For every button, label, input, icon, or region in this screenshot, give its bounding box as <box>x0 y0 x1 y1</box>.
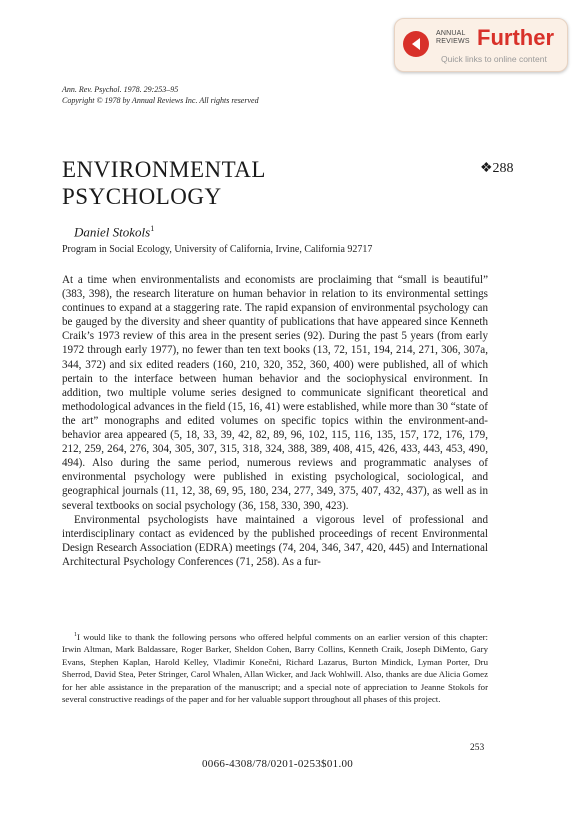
author-line <box>74 224 154 240</box>
page-number: 253 <box>470 743 485 753</box>
author-name: Daniel Stokols <box>74 224 151 240</box>
article-body <box>62 273 488 569</box>
affiliation: Program in Social Ecology, University of California, Irvine, California 92717 <box>62 244 373 255</box>
article-title <box>62 156 266 210</box>
body-paragraph-2: Environmental psychologists have maintained a vigorous level of professional and interdisciplinary contact as evidenced by the published proceedings of recent Environmental Design Research Association (EDRA) meetings (74, 204, 346, 347, 420, 445) and International Architectural Psychology Conferences (71, 258). As a fur- <box>62 513 488 568</box>
body-paragraph-1: At a time when environmentalists and economists are proclaiming that “small is beautiful” (383, 398), the research literature on human behavior in relation to its environmental settings continues to expand at a staggering rate. The rapid expansion of environmental psychology can be gauged by the diversity and sheer quantity of publications that have appeared since Kenneth Craik’s 1973 review of this area in the present series (92). During the past 5 years (from early 1972 through early 1977), no fewer than ten text books (13, 72, 151, 194, 214, 271, 306, 307a, 344, 372) and six edited readers (160, 210, 320, 352, 360, 400) were published, all of which pertain to the interface between human behavior and the sociophysical environment. In addition, two multiple volume series designed to communicate significant theoretical and methodological advances in the field (15, 16, 41) were established, while more than 30 “state of the art” monographs and edited volumes on specific topics within the environment-and-behavior area appeared (5, 18, 33, 39, 42, 82, 89, 96, 102, 115, 116, 135, 157, 172, 176, 179, 212, 259, 264, 276, 304, 305, 307, 315, 318, 324, 388, 389, 408, 415, 426, 433, 443, 453, 490, 494). Also during the same period, numerous reviews and programmatic analyses of environmental psychology were published in existing psychological, sociological, and geographical journals (11, 12, 38, 69, 95, 180, 234, 277, 349, 375, 407, 432, 437), as well as in several textbooks on social psychology (36, 158, 330, 390, 423). <box>62 274 488 512</box>
annual-label: ANNUAL <box>436 30 466 37</box>
annual-reviews-logo <box>436 30 470 46</box>
title-line-1: ENVIRONMENTAL <box>62 157 266 182</box>
footnote-marker: 1 <box>74 632 77 638</box>
footnote <box>62 629 488 705</box>
reviews-label: REVIEWS <box>436 38 470 45</box>
further-badge[interactable] <box>394 18 568 72</box>
article-code: 0066-4308/78/0201-0253$01.00 <box>202 758 354 770</box>
further-arrow-icon[interactable] <box>403 31 429 57</box>
further-title[interactable]: Further <box>477 25 554 50</box>
title-line-2: PSYCHOLOGY <box>62 184 222 209</box>
footnote-text: I would like to thank the following persons who offered helpful comments on an earlier version of this chapter: Irwin Altman, Mark Baldassare, Roger Barker, Sheldon Cohen, Barry Collins, Kenneth Craik, Joseph DiMento, Gary Evans, Stephen Kaplan, Harold Kelley, Vladimir Konečni, Richard Lazarus, Burton Mindick, Lyman Porter, Dru Sherrod, David Stea, Peter Stringer, Carol Whalen, Allan Wicker, and Jack Wohlwill. Also, thanks are due Alicia Gomez for her able assistance in the preparation of the manuscript; and a special note of appreciation to Jeanne Stokols for several constructive readings of the paper and for her valuable support throughout all phases of this project. <box>62 631 488 704</box>
citation-line: Ann. Rev. Psychol. 1978. 29:253–95 <box>62 85 179 94</box>
author-footnote-marker: 1 <box>150 224 155 233</box>
journal-header <box>62 84 259 106</box>
copyright-line: Copyright © 1978 by Annual Reviews Inc. All rights reserved <box>62 96 259 105</box>
further-subtitle[interactable]: Quick links to online content <box>441 54 547 64</box>
chapter-marker: ❖288 <box>480 161 514 176</box>
